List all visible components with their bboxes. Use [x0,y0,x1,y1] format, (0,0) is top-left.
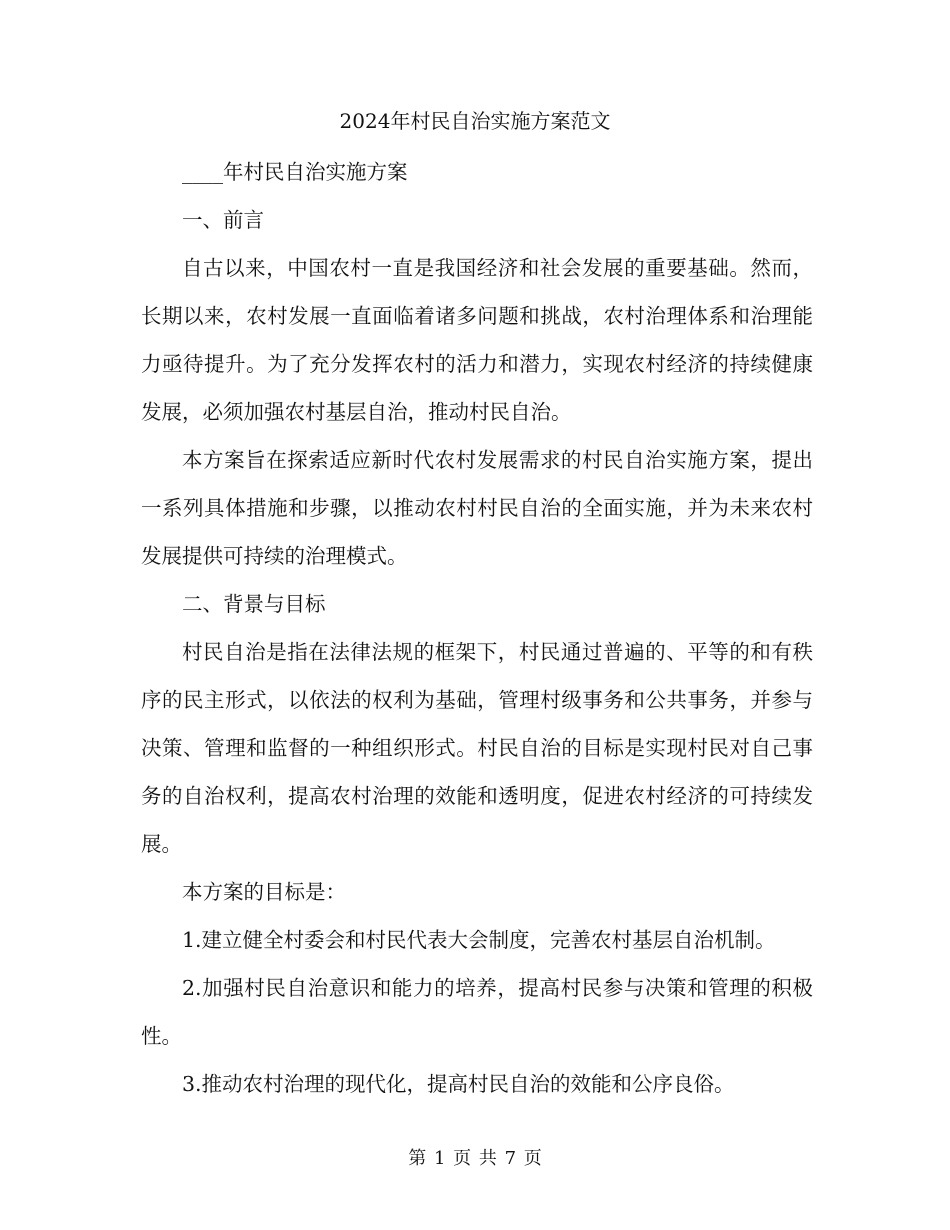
body-paragraph: 村民自治是指在法律法规的框架下，村民通过普遍的、平等的和有秩序的民主形式，以依法的权利为基础，管理村级事务和公共事务，并参与决策、管理和监督的一种组织形式。村民自治的目标是实现村民对自己事务的自治权利，提高农村治理的效能和透明度，促进农村经济的可持续发展。 [141,640,813,856]
page-footer: 第 1 页 共 7 页 [408,1148,542,1169]
section-heading-preface: 一、前言 [182,208,264,232]
document-body [141,148,813,1108]
list-item: 3.推动农村治理的现代化，提高村民自治的效能和公序良俗。 [182,1072,735,1096]
section-heading-background: 二、背景与目标 [182,592,326,616]
subtitle-paragraph: ____年村民自治实施方案 [182,160,408,184]
body-paragraph: 自古以来，中国农村一直是我国经济和社会发展的重要基础。然而，长期以来，农村发展一直面临着诸多问题和挑战，农村治理体系和治理能力亟待提升。为了充分发挥农村的活力和潜力，实现农村经济的持续健康发展，必须加强农村基层自治，推动村民自治。 [141,256,813,424]
document-title: 2024年村民自治实施方案范文 [339,109,611,133]
list-item: 1.建立健全村委会和村民代表大会制度，完善农村基层自治机制。 [182,928,776,952]
body-paragraph: 本方案旨在探索适应新时代农村发展需求的村民自治实施方案，提出一系列具体措施和步骤，以推动农村村民自治的全面实施，并为未来农村发展提供可持续的治理模式。 [141,448,813,568]
body-paragraph: 本方案的目标是： [182,880,346,904]
list-item: 2.加强村民自治意识和能力的培养，提高村民参与决策和管理的积极性。 [141,976,813,1048]
